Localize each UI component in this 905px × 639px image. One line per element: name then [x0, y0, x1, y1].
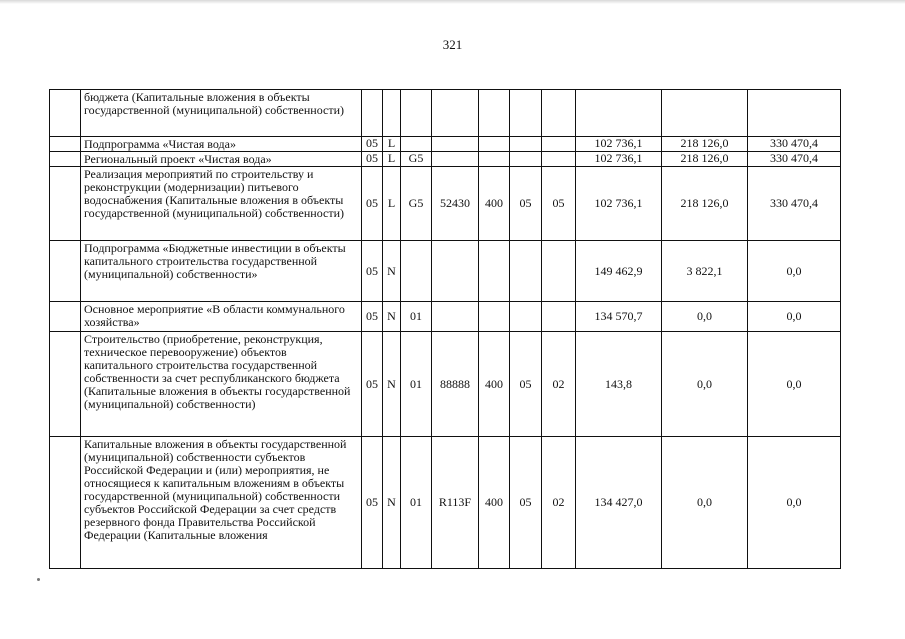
table-row — [50, 167, 841, 241]
row-name: Региональный проект «Чистая вода» — [81, 152, 362, 167]
cell — [748, 90, 841, 137]
cell — [479, 241, 510, 302]
cell: 88888 — [432, 332, 479, 437]
blank-cell — [50, 137, 81, 152]
cell: 05 — [362, 241, 383, 302]
cell — [510, 137, 542, 152]
cell: 134 570,7 — [576, 302, 662, 332]
cell: 218 126,0 — [662, 137, 748, 152]
cell: L — [383, 137, 401, 152]
row-name: Капитальные вложения в объекты государственной (муниципальной) собственности субъектов Российской Федерации и (или) мероприятия, не относящиеся к капитальным вложениям в объекты государственной (муниципальной) собственности субъектов Российской Федерации за счет средств резервного фонда Правительства Российской Федерации (Капитальные вложения — [81, 437, 362, 569]
cell — [432, 137, 479, 152]
cell — [510, 302, 542, 332]
cell: 0,0 — [662, 437, 748, 569]
cell — [479, 302, 510, 332]
row-name: Строительство (приобретение, реконструкция, техническое перевооружение) объектов капитального строительства государственной собственности за счет республиканского бюджета (Капитальные вложения в объекты государственной (муниципальной) собственности) — [81, 332, 362, 437]
cell — [576, 90, 662, 137]
cell: 218 126,0 — [662, 167, 748, 241]
cell: 05 — [362, 137, 383, 152]
blank-cell — [50, 437, 81, 569]
cell: 330 470,4 — [748, 137, 841, 152]
cell — [383, 90, 401, 137]
cell: 0,0 — [748, 302, 841, 332]
row-name: бюджета (Капитальные вложения в объекты государственной (муниципальной) собственности) — [81, 90, 362, 137]
cell: 05 — [510, 437, 542, 569]
cell: 01 — [401, 437, 432, 569]
cell — [401, 241, 432, 302]
cell: N — [383, 241, 401, 302]
cell: 02 — [542, 437, 576, 569]
table-row — [50, 302, 841, 332]
cell: 330 470,4 — [748, 152, 841, 167]
table-row — [50, 152, 841, 167]
cell: 05 — [542, 167, 576, 241]
cell: 05 — [362, 332, 383, 437]
cell — [662, 90, 748, 137]
cell: L — [383, 152, 401, 167]
cell — [510, 241, 542, 302]
cell: L — [383, 167, 401, 241]
cell: 400 — [479, 437, 510, 569]
cell — [479, 137, 510, 152]
cell: G5 — [401, 167, 432, 241]
cell: 05 — [510, 332, 542, 437]
cell: 218 126,0 — [662, 152, 748, 167]
scan-speck — [37, 578, 40, 581]
cell: 05 — [362, 152, 383, 167]
cell — [401, 90, 432, 137]
cell — [362, 90, 383, 137]
table-row — [50, 137, 841, 152]
cell: 134 427,0 — [576, 437, 662, 569]
cell: 0,0 — [662, 302, 748, 332]
page-number: 321 — [442, 37, 463, 52]
cell: 0,0 — [748, 332, 841, 437]
cell: 0,0 — [748, 437, 841, 569]
cell — [542, 90, 576, 137]
cell: 149 462,9 — [576, 241, 662, 302]
cell: 01 — [401, 332, 432, 437]
blank-cell — [50, 241, 81, 302]
cell — [542, 302, 576, 332]
blank-cell — [50, 167, 81, 241]
cell: 143,8 — [576, 332, 662, 437]
cell: 3 822,1 — [662, 241, 748, 302]
cell — [432, 241, 479, 302]
cell — [432, 90, 479, 137]
cell: 0,0 — [662, 332, 748, 437]
cell — [479, 90, 510, 137]
cell: 0,0 — [748, 241, 841, 302]
cell: N — [383, 332, 401, 437]
cell: G5 — [401, 152, 432, 167]
row-name: Подпрограмма «Чистая вода» — [81, 137, 362, 152]
cell — [401, 137, 432, 152]
cell: 05 — [362, 167, 383, 241]
cell — [432, 302, 479, 332]
cell: 05 — [362, 437, 383, 569]
blank-cell — [50, 152, 81, 167]
cell: 400 — [479, 332, 510, 437]
cell: 102 736,1 — [576, 137, 662, 152]
cell: 01 — [401, 302, 432, 332]
table-row — [50, 90, 841, 137]
cell — [432, 152, 479, 167]
row-name: Реализация мероприятий по строительству и реконструкции (модернизации) питьевого водоснабжения (Капитальные вложения в объекты государственной (муниципальной) собственности) — [81, 167, 362, 241]
cell: R113F — [432, 437, 479, 569]
cell — [479, 152, 510, 167]
cell — [542, 241, 576, 302]
cell: 05 — [362, 302, 383, 332]
cell: 102 736,1 — [576, 152, 662, 167]
cell: 02 — [542, 332, 576, 437]
budget-table — [49, 89, 841, 569]
cell: 330 470,4 — [748, 167, 841, 241]
scan-edge — [0, 0, 905, 4]
row-name: Основное мероприятие «В области коммунального хозяйства» — [81, 302, 362, 332]
table-row — [50, 241, 841, 302]
cell — [510, 90, 542, 137]
cell — [510, 152, 542, 167]
cell — [542, 137, 576, 152]
cell: 400 — [479, 167, 510, 241]
table-row — [50, 332, 841, 437]
blank-cell — [50, 302, 81, 332]
blank-cell — [50, 332, 81, 437]
cell — [542, 152, 576, 167]
cell: N — [383, 437, 401, 569]
cell: N — [383, 302, 401, 332]
cell: 05 — [510, 167, 542, 241]
cell: 52430 — [432, 167, 479, 241]
table-row — [50, 437, 841, 569]
row-name: Подпрограмма «Бюджетные инвестиции в объекты капитального строительства государственной (муниципальной) собственности» — [81, 241, 362, 302]
blank-cell — [50, 90, 81, 137]
cell: 102 736,1 — [576, 167, 662, 241]
